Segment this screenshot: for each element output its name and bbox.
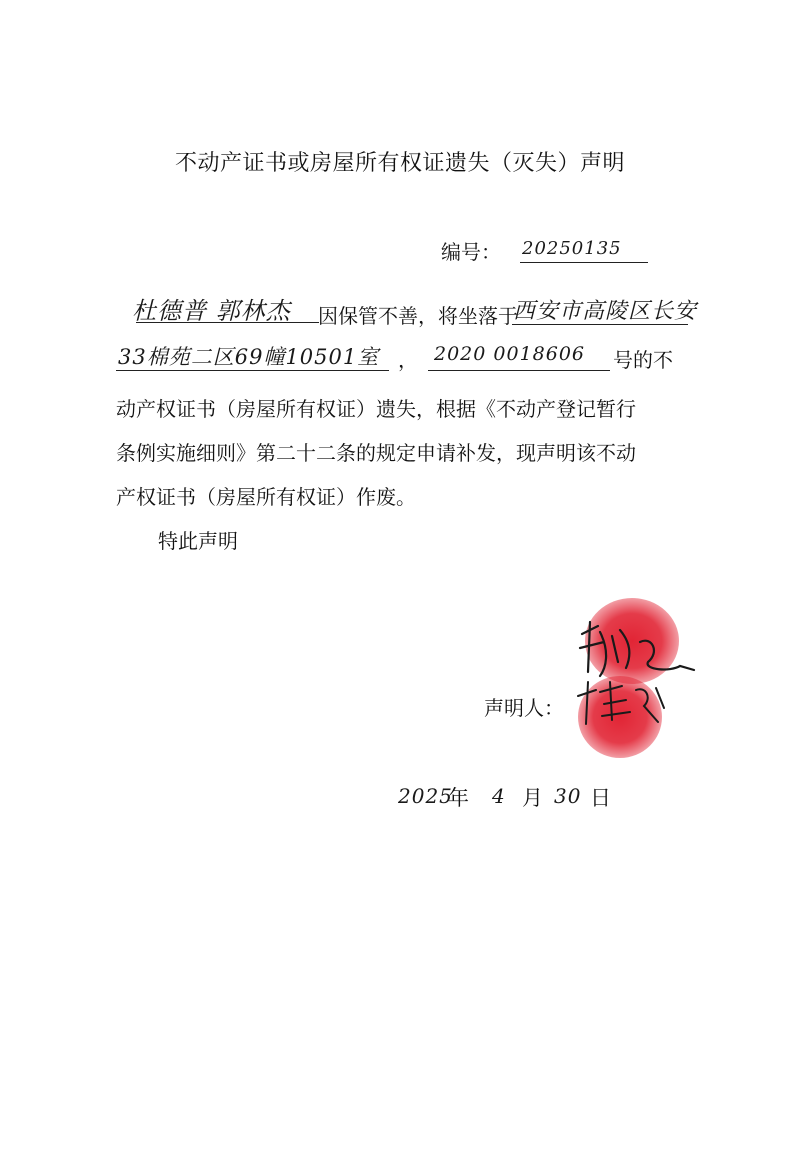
line2-suffix: 号的不 — [613, 348, 673, 372]
address-underline-1 — [512, 324, 688, 325]
date-day-label: 日 — [590, 786, 611, 810]
body-line-4: 条例实施细则》第二十二条的规定申请补发，现声明该不动 — [116, 441, 636, 465]
applicant-underline — [136, 322, 319, 323]
address-part2: 33棉苑二区69幢10501室 — [118, 345, 380, 369]
special-statement: 特此声明 — [158, 529, 238, 553]
line1-text: 因保管不善，将坐落于 — [318, 304, 518, 328]
address-part1: 西安市高陵区长安 — [513, 299, 698, 324]
certificate-number: 2020 0018606 — [434, 343, 586, 365]
number-underline — [520, 262, 648, 263]
date-month: 4 — [492, 784, 506, 808]
declarant-label: 声明人： — [484, 696, 564, 720]
address-underline-2 — [116, 370, 389, 371]
body-line-3: 动产权证书（房屋所有权证）遗失，根据《不动产登记暂行 — [116, 397, 636, 421]
date-month-label: 月 — [522, 786, 543, 810]
certificate-underline — [428, 370, 610, 371]
number-value: 20250135 — [522, 238, 622, 259]
document-title: 不动产证书或房屋所有权证遗失（灭失）声明 — [174, 151, 625, 176]
comma: ， — [398, 348, 418, 372]
applicant-signature: 杜德普 郭林杰 — [132, 297, 291, 325]
date-day: 30 — [554, 784, 582, 808]
number-label: 编号： — [441, 240, 501, 264]
body-line-5: 产权证书（房屋所有权证）作废。 — [116, 485, 416, 509]
date-year: 2025 — [398, 784, 453, 808]
date-year-label: 年 — [448, 786, 469, 810]
declarant-signature — [560, 612, 710, 732]
